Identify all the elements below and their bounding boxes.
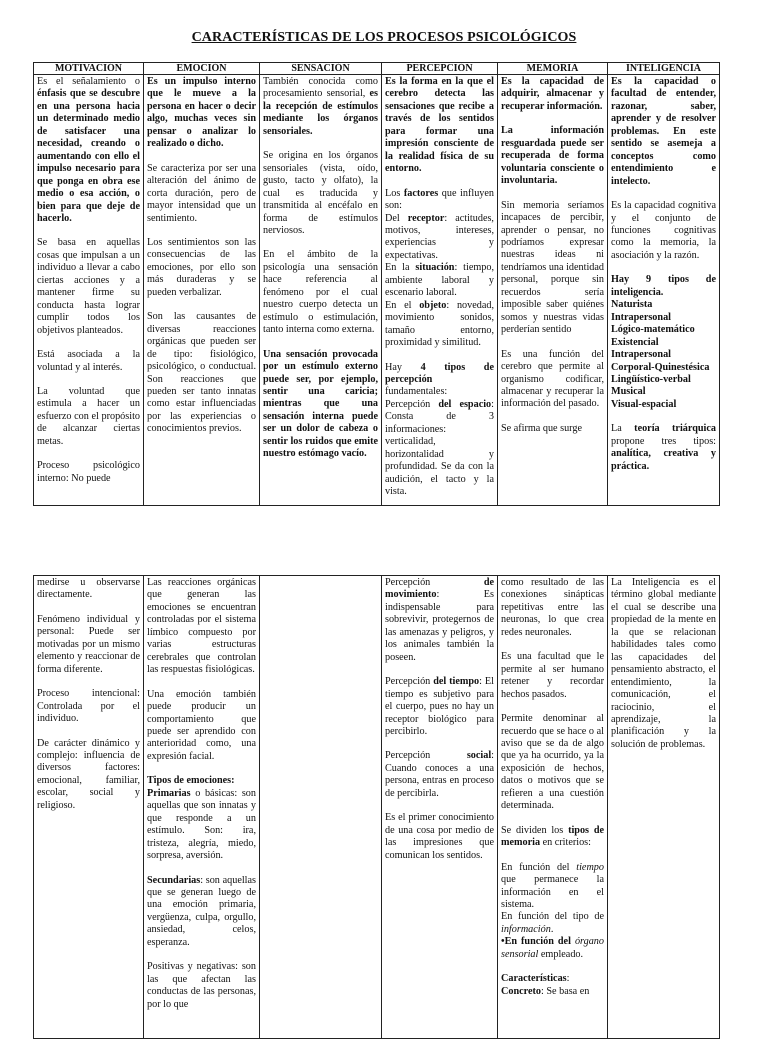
text-run: : Se basa en xyxy=(540,985,590,997)
text-run: Es un impulso interno que le mueve a la persona en hacer o decir algo, muchas veces sin pensar o analizar lo realizado o dicho. xyxy=(147,76,256,150)
text-run: o básicas: son aquellas que son innatas y que responde a un estímulo. Son: ira, tristeza, alegría, miedo, sorpresa, aversión. xyxy=(147,787,256,862)
text-run: Se afirma que surge xyxy=(501,422,583,434)
paragraph-line xyxy=(385,188,494,213)
cell-emocion xyxy=(144,75,260,506)
paragraph-line xyxy=(37,76,140,225)
paragraph-line xyxy=(611,577,716,751)
cell-paragraph xyxy=(37,76,140,225)
paragraph-line xyxy=(147,875,256,950)
text-run: Positivas y negativas: son las que afectan las conductas de las personas, por lo que xyxy=(147,961,256,1010)
text-run: La voluntad que estimula a hacer un esfuerzo con el propósito de alcanzar ciertas metas. xyxy=(37,385,140,447)
paragraph-line xyxy=(611,312,716,324)
text-run: Es la forma en la que el cerebro detecta las sensaciones que recibe a través de los sentidos para formar una impresión consciente de la realidad física de su entorno. xyxy=(385,76,494,175)
text-run: Sin memoria seríamos incapaces de percibir, aprender o pensar, no podríamos expresar nuestras ideas ni tendríamos una identidad personal, porque sin recuerdos sería imposible saber quiénes somos y nuestras vidas perderían sentido xyxy=(501,199,604,336)
text-run: : tiempo, ambiente laboral y escenario laboral. xyxy=(385,262,495,299)
cell-paragraph xyxy=(611,423,716,473)
cell-paragraph xyxy=(263,150,378,237)
text-run: Lingüístico-verbal xyxy=(611,373,691,385)
cell-paragraph xyxy=(385,188,494,350)
cell-paragraph xyxy=(147,163,256,225)
cell-paragraph xyxy=(501,125,604,187)
cell-paragraph xyxy=(501,862,604,962)
paragraph-line xyxy=(147,788,256,863)
paragraph-line xyxy=(147,237,256,299)
paragraph-line xyxy=(611,349,716,361)
paragraph-line xyxy=(147,689,256,764)
cell-paragraph xyxy=(147,689,256,764)
cell-paragraph xyxy=(501,200,604,337)
cell-paragraph xyxy=(37,349,140,374)
text-run: teoría triárquica xyxy=(634,423,716,435)
text-run: Del xyxy=(385,212,408,224)
text-run: •En función del xyxy=(501,936,575,948)
paragraph-line xyxy=(611,274,716,299)
text-run: Existencial xyxy=(611,336,659,348)
paragraph-line xyxy=(37,237,140,337)
text-run: como resultado de las conexiones sinápticas repetitivas entre las neuronas, lo que crea redes neuronales. xyxy=(501,577,604,638)
text-run: Es el señalamiento o xyxy=(37,76,140,87)
text-run: receptor xyxy=(407,212,445,224)
text-run: Percepción xyxy=(385,750,467,762)
text-run: Una emoción también puede producir un comportamiento que puede ser aprendido con anterioridad como, una expresión facial. xyxy=(147,688,256,762)
paragraph-line xyxy=(385,76,494,176)
paragraph-line xyxy=(37,460,140,485)
paragraph-line xyxy=(385,300,494,350)
paragraph-line xyxy=(501,713,604,813)
text-run: En la xyxy=(385,262,416,274)
cell-percepcion xyxy=(382,576,498,1039)
text-run: En el xyxy=(385,299,420,311)
paragraph-line xyxy=(611,200,716,262)
text-run: : xyxy=(566,973,570,985)
paragraph-line xyxy=(611,423,716,473)
cell-paragraph xyxy=(501,651,604,701)
cell-paragraph xyxy=(385,76,494,176)
paragraph-line xyxy=(501,651,604,701)
paragraph-line xyxy=(501,423,604,435)
text-run: Una sensación provocada por un estímulo externo puede ser, por ejemplo, sentir una caricia; mientras que una sensación interna puede ser un dolor de cabeza o sentir los ruidos que emite nuestro estómago vacío. xyxy=(263,348,378,460)
cell-paragraph xyxy=(37,688,140,725)
text-run: Es el primer conocimiento de una cosa por medio de las impresiones que comunican los sentidos. xyxy=(385,812,494,861)
cell-paragraph xyxy=(611,274,716,411)
cell-paragraph xyxy=(37,738,140,813)
cell-memoria xyxy=(498,75,608,506)
text-run: Secundarias xyxy=(147,874,201,886)
cell-sensacion xyxy=(260,75,382,506)
paragraph-line xyxy=(611,374,716,386)
cell-paragraph xyxy=(501,423,604,435)
paragraph-line xyxy=(385,362,494,399)
cell-paragraph xyxy=(37,237,140,337)
text-run: Los xyxy=(385,187,404,199)
header-row xyxy=(34,63,720,75)
header-percepcion: PERCEPCIÓN xyxy=(382,63,498,75)
cell-paragraph xyxy=(385,362,494,499)
cell-paragraph xyxy=(37,577,140,602)
header-emocion: EMOCIÓN xyxy=(144,63,260,75)
page2-table xyxy=(33,575,720,1039)
cell-paragraph xyxy=(37,386,140,448)
paragraph-line xyxy=(385,676,494,738)
text-run: Hay 9 tipos de inteligencia. xyxy=(611,274,716,298)
text-run: Es la capacidad cognitiva y el conjunto de funciones cognitivas como la memoria, la asociación y la razón. xyxy=(611,200,716,261)
text-run: En el ámbito de la psicología una sensación hace referencia al fenómeno por el cual nuestro cuerpo detecta un estímulo o estimulación, tanto interna como externa. xyxy=(263,249,378,336)
cell-sensacion xyxy=(260,576,382,1039)
header-inteligencia: INTELIGENCIA xyxy=(608,63,720,75)
paragraph-line xyxy=(385,399,494,499)
text-run: Corporal-Quinestésica xyxy=(611,361,710,373)
paragraph-line xyxy=(263,150,378,237)
paragraph-line xyxy=(385,750,494,800)
text-run: . xyxy=(550,923,554,935)
paragraph-line xyxy=(385,577,494,664)
paragraph-line xyxy=(501,200,604,337)
paragraph-line xyxy=(611,324,716,336)
cell-paragraph xyxy=(611,76,716,188)
text-run: Percepción xyxy=(385,577,484,588)
text-run: : son aquellas que se generan luego de una emoción primaria, vergüenza, culpa, orgullo, ansiedad, celos, esperanza. xyxy=(147,874,256,948)
text-run: La información resguardada puede ser recuperada de forma voluntaria consciente o involuntaria. xyxy=(501,125,604,187)
page1-table xyxy=(33,62,720,506)
text-run: analítica, creativa y práctica. xyxy=(611,448,716,472)
text-run: Intrapersonal xyxy=(611,311,671,323)
cell-paragraph xyxy=(501,713,604,813)
cell-paragraph xyxy=(147,875,256,950)
cell-paragraph xyxy=(501,349,604,411)
text-run: En función del tipo de xyxy=(501,911,604,923)
text-run: Se origina en los órganos sensoriales (vista, oído, gusto, tacto y olfato), la cual es traducida y transmitida al encéfalo en forma de estímulos nerviosos. xyxy=(263,150,378,236)
text-run: objeto xyxy=(419,299,447,311)
text-run: Está asociada a la voluntad y al interés. xyxy=(37,349,140,373)
text-run: : novedad, movimiento sonidos, tamaño entorno, proximidad y similitud. xyxy=(385,299,495,349)
paragraph-line xyxy=(501,911,604,936)
text-run: : Cuando conoces a una persona, entras en proceso de percibirla. xyxy=(385,750,494,799)
cell-paragraph xyxy=(501,577,604,639)
paragraph-line xyxy=(501,577,604,639)
text-run: situación xyxy=(415,262,455,274)
cell-paragraph xyxy=(385,577,494,664)
cell-paragraph xyxy=(37,614,140,676)
text-run: tipos de memoria xyxy=(501,824,605,849)
cell-paragraph xyxy=(263,249,378,336)
cell-motivacion xyxy=(34,75,144,506)
cell-paragraph xyxy=(147,311,256,436)
paragraph-line xyxy=(611,399,716,411)
text-run: 4 tipos de percepción xyxy=(385,361,494,385)
paragraph-line xyxy=(611,386,716,398)
cell-paragraph xyxy=(385,750,494,800)
text-run: De carácter dinámico y complejo: influencia de diversos factores: emocional, familiar, escolar, social y religioso. xyxy=(37,737,140,811)
text-run: Visual-espacial xyxy=(611,398,677,410)
text-run: Percepción xyxy=(385,676,434,688)
cell-paragraph xyxy=(385,812,494,862)
cell-inteligencia xyxy=(608,576,720,1039)
cell-paragraph xyxy=(611,200,716,262)
text-run: del tiempo xyxy=(433,676,480,688)
cell-paragraph xyxy=(501,76,604,113)
paragraph-line xyxy=(385,812,494,862)
cell-paragraph xyxy=(501,973,604,998)
cell-paragraph xyxy=(385,676,494,738)
text-run: fundamentales: xyxy=(385,386,448,398)
text-run: Características xyxy=(501,973,567,985)
text-run: Musical xyxy=(611,386,646,398)
text-run: Las reacciones orgánicas que generan las emociones se encuentran controladas por el sistema límbico compuesto por varias estructuras cerebrales que controlan las respuestas fisiológicas. xyxy=(147,577,256,676)
text-run: En función del xyxy=(501,861,577,873)
paragraph-line xyxy=(147,775,256,787)
content-row xyxy=(34,75,720,506)
cell-paragraph xyxy=(263,349,378,461)
paragraph-line xyxy=(147,961,256,1011)
paragraph-line xyxy=(37,688,140,725)
text-run: Fenómeno individual y personal: Puede ser motivadas por un mismo elemento y reaccionar de forma diferente. xyxy=(37,613,140,675)
cell-paragraph xyxy=(501,825,604,850)
text-run: Tipos de emociones: xyxy=(147,775,235,787)
text-run: Hay xyxy=(385,361,421,373)
text-run: Es una facultad que le permite al ser humano retener y recordar hechos pasados. xyxy=(501,651,604,700)
text-run: Intrapersonal xyxy=(611,349,671,361)
paragraph-line xyxy=(501,825,604,850)
paragraph-line xyxy=(37,386,140,448)
paragraph-line xyxy=(501,986,604,998)
cell-paragraph xyxy=(147,76,256,151)
text-run: Los sentimientos son las consecuencias de las emociones, por ello son más duraderas y se pueden verbalizar. xyxy=(147,236,256,298)
text-run: empleado. xyxy=(538,948,584,960)
text-run: que permanece la información en el sistema. xyxy=(501,874,604,910)
text-run: Proceso psicológico interno: No puede xyxy=(37,460,140,484)
paragraph-line xyxy=(611,299,716,311)
text-run: Permite denominar al recuerdo que se hace o al aviso que se da de algo que ya ha ocurrido, ya la exposición de hechos, datos o motivos que se refieren a una cuestión determinada. xyxy=(501,713,604,812)
text-run: La Inteligencia es el término global mediante el cual se describe una propiedad de la mente en la que se relacionan habilidades tales como las capacidades del pensamiento abstracto, el entendimiento, la comunicación, el raciocinio, el aprendizaje, la planificación y la solución de problemas. xyxy=(611,577,716,750)
text-run: Concreto xyxy=(501,985,541,997)
paragraph-line xyxy=(37,614,140,676)
text-run: información xyxy=(501,923,551,935)
paragraph-line xyxy=(501,936,604,961)
cell-paragraph xyxy=(263,76,378,138)
text-run: órgano sensorial xyxy=(501,936,604,960)
text-run: Es la capacidad o facultad de entender, razonar, saber, aprender y de resolver problemas. En este sentido se asemeja a conceptos como entendimiento e intelecto. xyxy=(611,76,716,187)
cell-motivacion xyxy=(34,576,144,1039)
text-run: propone tres tipos: xyxy=(611,435,716,447)
cell-emocion xyxy=(144,576,260,1039)
text-run: del espacio xyxy=(438,398,492,410)
cell-paragraph xyxy=(147,961,256,1011)
paragraph-line xyxy=(263,76,378,138)
document-title: CARACTERÍSTICAS DE LOS PROCESOS PSICOLÓGICOS xyxy=(191,30,577,45)
text-run: medirse u observarse directamente. xyxy=(37,577,140,601)
text-run: Es la capacidad de adquirir, almacenar y recuperar información. xyxy=(501,76,604,112)
header-sensacion: SENSACIÓN xyxy=(260,63,382,75)
text-run: tiempo xyxy=(576,861,604,873)
text-run: Proceso intencional: Controlada por el individuo. xyxy=(37,688,140,725)
paragraph-line xyxy=(501,349,604,411)
cell-memoria xyxy=(498,576,608,1039)
paragraph-line xyxy=(385,213,494,263)
text-run: La xyxy=(611,423,635,435)
paragraph-line xyxy=(147,163,256,225)
cell-paragraph xyxy=(37,460,140,485)
content-row xyxy=(34,576,720,1039)
paragraph-line xyxy=(501,862,604,912)
paragraph-line xyxy=(37,738,140,813)
cell-paragraph xyxy=(147,775,256,862)
paragraph-line xyxy=(147,577,256,677)
cell-paragraph xyxy=(611,577,716,751)
paragraph-line xyxy=(147,311,256,436)
paragraph-line xyxy=(501,973,604,985)
text-run: Se basa en aquellas cosas que impulsan a un individuo a llevar a cabo ciertas acciones y a mantener firme su conducta hasta lograr cumplir todos los objetivos planteados. xyxy=(37,237,140,336)
text-run: : actitudes, motivos, intereses, experiencias y expectativas. xyxy=(385,212,494,261)
paragraph-line xyxy=(611,76,716,188)
cell-inteligencia xyxy=(608,75,720,506)
text-run: Lógico-matemático xyxy=(611,324,695,336)
text-run: social xyxy=(466,750,492,762)
paragraph-line xyxy=(263,349,378,461)
header-motivacion: MOTIVACIÓN xyxy=(34,63,144,75)
text-run: : Consta de 3 informaciones: verticalidad, horizontalidad y profundidad. Se da con la audición, el tacto y la vista. xyxy=(385,398,494,498)
cell-paragraph xyxy=(147,237,256,299)
paragraph-line xyxy=(611,362,716,374)
text-run: También conocida como procesamiento sensorial, xyxy=(263,76,378,100)
paragraph-line xyxy=(385,262,494,299)
text-run: énfasis que se descubre en una persona hacia un determinado medio de satisfacer una necesidad, creando o aumentando con ello el impulso necesario para que ponga en obra ese medio o esa acción, o bien para que deje de hacerlo. xyxy=(37,88,140,224)
paragraph-line xyxy=(37,349,140,374)
text-run: Naturista xyxy=(611,299,653,311)
text-run: de movimiento xyxy=(385,577,494,601)
paragraph-line xyxy=(611,337,716,349)
paragraph-line xyxy=(501,76,604,113)
paragraph-line xyxy=(263,249,378,336)
text-run: Se dividen los xyxy=(501,824,569,836)
cell-paragraph xyxy=(147,577,256,677)
cell-percepcion xyxy=(382,75,498,506)
text-run: Primarias xyxy=(147,787,191,799)
paragraph-line xyxy=(147,76,256,151)
text-run: : Es indispensable para sobrevivir, protegernos de las amenazas y peligros, y los animales también la poseen. xyxy=(385,589,494,663)
text-run: en criterios: xyxy=(540,837,591,849)
text-run: Es una función del cerebro que permite al organismo codificar, almacenar y recuperar la información del pasado. xyxy=(501,348,604,410)
text-run: es la recepción de estímulos mediante los órganos sensoriales. xyxy=(263,88,378,137)
paragraph-line xyxy=(501,125,604,187)
text-run: Percepción xyxy=(385,398,439,410)
text-run: Se caracteriza por ser una alteración del ánimo de corta duración, pero de mayor intensidad que un sentimiento. xyxy=(147,162,256,224)
text-run: que influyen son: xyxy=(385,187,494,212)
text-run: Son las causantes de diversas reacciones orgánicas que pueden ser de tipo: fisiológico, psicológico, o conductual. Son reacciones que pueden ser tanto innatas como estar influenciadas por las experiencias o conocimientos previos. xyxy=(147,311,256,435)
text-run: factores xyxy=(403,187,439,199)
paragraph-line xyxy=(37,577,140,602)
text-run: : El tiempo es subjetivo para el cuerpo, pues no hay un receptor biológico para percibirlo. xyxy=(385,676,494,737)
header-memoria: MEMORIA xyxy=(498,63,608,75)
